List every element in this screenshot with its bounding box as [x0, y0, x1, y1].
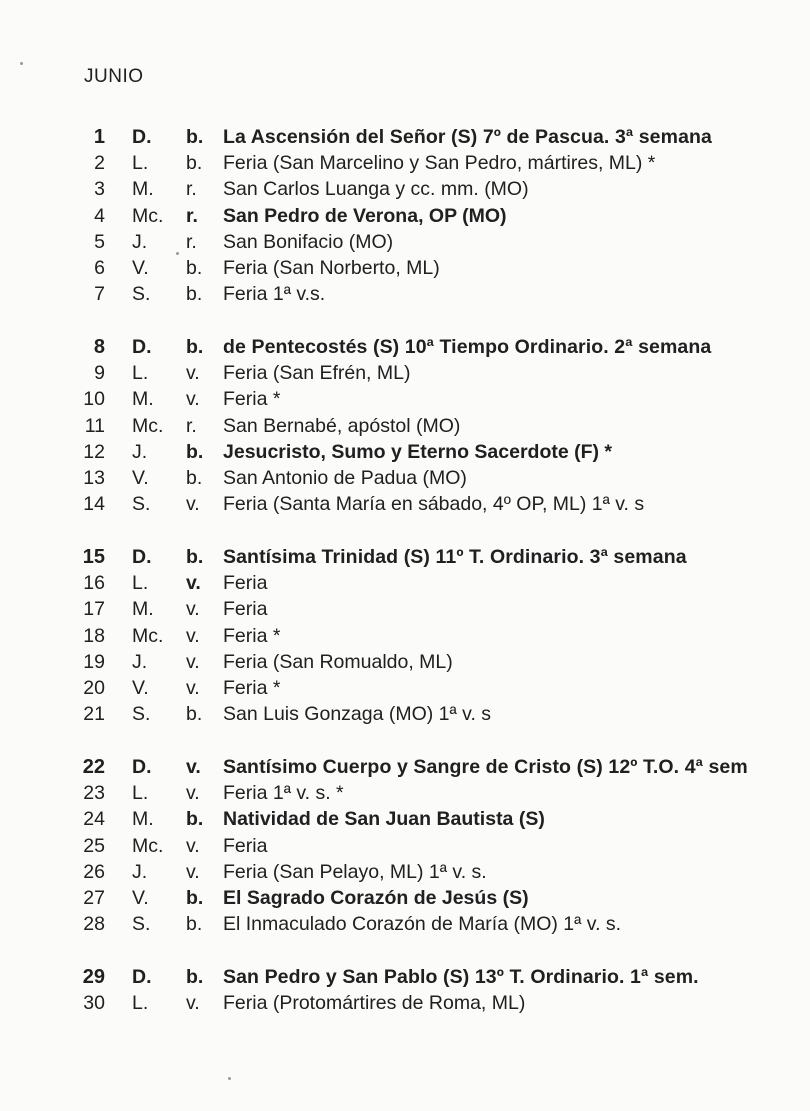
- liturgical-color: v.: [186, 992, 200, 1015]
- weekday: V.: [132, 257, 149, 279]
- liturgical-color: v.: [186, 362, 200, 385]
- liturgical-color: v.: [186, 756, 201, 778]
- celebration-text: Feria (San Marcelino y San Pedro, mártires, ML) *: [223, 152, 656, 175]
- calendar-row: [0, 754, 810, 780]
- weekday: M.: [132, 388, 154, 411]
- liturgical-color: b.: [186, 703, 203, 726]
- calendar-row: [0, 360, 810, 386]
- calendar-row: [0, 491, 810, 517]
- weekday: L.: [132, 362, 149, 385]
- day-number: 5: [94, 230, 105, 253]
- day-number: 20: [83, 677, 105, 699]
- weekday: Mc.: [132, 414, 164, 437]
- liturgical-color: b.: [186, 808, 204, 831]
- day-number: 10: [83, 388, 105, 411]
- paper-speck: [228, 1077, 231, 1080]
- celebration-text: Feria: [223, 834, 268, 857]
- celebration-text: San Antonio de Padua (MO): [223, 467, 467, 489]
- paper-speck: [176, 252, 179, 255]
- weekday: L.: [132, 152, 149, 175]
- day-number: 25: [83, 834, 105, 857]
- day-number: 18: [83, 624, 105, 647]
- weekday: J.: [132, 650, 148, 673]
- weekday: D.: [132, 756, 152, 778]
- calendar-row: [0, 780, 810, 806]
- calendar-row: [0, 833, 810, 859]
- calendar-row: [0, 255, 810, 281]
- celebration-text: Feria: [223, 598, 268, 621]
- liturgical-color: b.: [186, 966, 204, 988]
- calendar-row: [0, 439, 810, 465]
- celebration-text: San Bonifacio (MO): [223, 230, 394, 253]
- celebration-text: Santísimo Cuerpo y Sangre de Cristo (S) 12º T.O. 4ª sem: [223, 756, 748, 778]
- liturgical-color: b.: [186, 283, 203, 306]
- day-number: 12: [83, 440, 105, 463]
- weekday: V.: [132, 887, 149, 909]
- liturgical-color: b.: [186, 887, 204, 909]
- day-number: 23: [83, 782, 105, 805]
- calendar-row: [0, 675, 810, 701]
- liturgical-color: r.: [186, 414, 197, 437]
- liturgical-color: v.: [186, 388, 200, 411]
- weekday: J.: [132, 860, 148, 883]
- month-title: JUNIO: [84, 66, 144, 87]
- liturgical-color: b.: [186, 440, 204, 463]
- celebration-text: El Sagrado Corazón de Jesús (S): [223, 887, 529, 909]
- calendar-row: [0, 465, 810, 491]
- calendar-row: [0, 203, 810, 229]
- weekday: L.: [132, 782, 149, 805]
- day-number: 26: [83, 860, 105, 883]
- weekday: S.: [132, 703, 151, 726]
- liturgical-color: v.: [186, 650, 200, 673]
- day-number: 16: [83, 572, 105, 595]
- celebration-text: Feria *: [223, 624, 281, 647]
- celebration-text: San Luis Gonzaga (MO) 1ª v. s: [223, 703, 492, 726]
- celebration-text: Feria (Santa María en sábado, 4º OP, ML) 1ª v. s: [223, 493, 645, 516]
- celebration-text: Feria *: [223, 677, 281, 699]
- calendar-row: [0, 176, 810, 202]
- day-number: 19: [83, 650, 105, 673]
- day-number: 14: [83, 493, 105, 516]
- celebration-text: Jesucristo, Sumo y Eterno Sacerdote (F) *: [223, 440, 613, 463]
- weekday: Mc.: [132, 204, 164, 227]
- celebration-text: Feria 1ª v. s. *: [223, 782, 344, 805]
- weekday: V.: [132, 467, 149, 489]
- weekday: S.: [132, 283, 151, 306]
- calendar-row: [0, 386, 810, 412]
- weekday: J.: [132, 230, 148, 253]
- day-number: 4: [94, 204, 105, 227]
- calendar-row: [0, 701, 810, 727]
- celebration-text: El Inmaculado Corazón de María (MO) 1ª v. s.: [223, 913, 622, 936]
- day-number: 13: [83, 467, 105, 489]
- calendar-row: [0, 596, 810, 622]
- weekday: L.: [132, 572, 149, 595]
- calendar-row: [0, 990, 810, 1016]
- celebration-text: Feria *: [223, 388, 281, 411]
- celebration-text: Feria (Protomártires de Roma, ML): [223, 992, 526, 1015]
- calendar-row: [0, 334, 810, 360]
- day-number: 17: [83, 598, 105, 621]
- day-number: 27: [83, 887, 105, 909]
- celebration-text: Feria (San Efrén, ML): [223, 362, 411, 385]
- weekday: Mc.: [132, 834, 164, 857]
- weekday: M.: [132, 598, 154, 621]
- celebration-text: Feria 1ª v.s.: [223, 283, 326, 306]
- liturgical-color: b.: [186, 336, 204, 358]
- liturgical-color: v.: [186, 677, 200, 699]
- day-number: 30: [83, 992, 105, 1015]
- liturgical-color: b.: [186, 257, 203, 279]
- celebration-text: Feria (San Romualdo, ML): [223, 650, 453, 673]
- calendar-row: [0, 150, 810, 176]
- celebration-text: San Pedro de Verona, OP (MO): [223, 204, 507, 227]
- liturgical-color: b.: [186, 546, 204, 568]
- liturgical-color: r.: [186, 178, 197, 201]
- weekday: D.: [132, 966, 152, 988]
- calendar-row: [0, 544, 810, 570]
- day-number: 6: [94, 257, 105, 279]
- celebration-text: Natividad de San Juan Bautista (S): [223, 808, 545, 831]
- weekday: S.: [132, 913, 151, 936]
- day-number: 3: [94, 178, 105, 201]
- day-number: 8: [93, 336, 105, 358]
- day-number: 1: [93, 126, 105, 148]
- weekday: D.: [132, 126, 152, 148]
- weekday: Mc.: [132, 624, 164, 647]
- weekday: J.: [132, 440, 148, 463]
- liturgical-color: r.: [186, 204, 198, 227]
- calendar-row: [0, 911, 810, 937]
- day-number: 21: [83, 703, 105, 726]
- celebration-text: Feria: [223, 572, 268, 595]
- liturgical-color: b.: [186, 913, 203, 936]
- calendar-row: [0, 413, 810, 439]
- liturgical-color: v.: [186, 782, 200, 805]
- celebration-text: Santísima Trinidad (S) 11º T. Ordinario. 3ª semana: [223, 546, 687, 568]
- day-number: 24: [83, 808, 105, 831]
- calendar-row: [0, 281, 810, 307]
- liturgical-color: b.: [186, 152, 203, 175]
- celebration-text: La Ascensión del Señor (S) 7º de Pascua. 3ª semana: [223, 126, 712, 148]
- liturgical-color: v.: [186, 572, 201, 595]
- weekday: D.: [132, 546, 152, 568]
- liturgical-color: v.: [186, 598, 200, 621]
- liturgical-color: v.: [186, 624, 200, 647]
- liturgical-color: b.: [186, 126, 204, 148]
- celebration-text: Feria (San Pelayo, ML) 1ª v. s.: [223, 860, 487, 883]
- day-number: 9: [94, 362, 105, 385]
- liturgical-color: r.: [186, 230, 197, 253]
- calendar-row: [0, 229, 810, 255]
- celebration-text: San Pedro y San Pablo (S) 13º T. Ordinario. 1ª sem.: [223, 966, 699, 988]
- weekday: M.: [132, 178, 154, 201]
- celebration-text: San Bernabé, apóstol (MO): [223, 414, 461, 437]
- calendar-row: [0, 124, 810, 150]
- weekday: D.: [132, 336, 152, 358]
- calendar-row: [0, 885, 810, 911]
- paper-speck: [20, 62, 23, 65]
- calendar-row: [0, 649, 810, 675]
- liturgical-color: v.: [186, 493, 200, 516]
- celebration-text: San Carlos Luanga y cc. mm. (MO): [223, 178, 529, 201]
- liturgical-color: b.: [186, 467, 203, 489]
- weekday: L.: [132, 992, 149, 1015]
- calendar-row: [0, 859, 810, 885]
- day-number: 22: [82, 756, 105, 778]
- calendar-row: [0, 964, 810, 990]
- day-number: 11: [84, 414, 105, 437]
- weekday: V.: [132, 677, 149, 699]
- liturgical-color: v.: [186, 834, 200, 857]
- weekday: M.: [132, 808, 154, 831]
- day-number: 28: [83, 913, 105, 936]
- calendar-row: [0, 623, 810, 649]
- calendar-row: [0, 570, 810, 596]
- calendar-row: [0, 806, 810, 832]
- day-number: 29: [82, 966, 105, 988]
- day-number: 15: [82, 546, 105, 568]
- liturgical-color: v.: [186, 860, 200, 883]
- day-number: 2: [94, 152, 105, 175]
- celebration-text: Feria (San Norberto, ML): [223, 257, 440, 279]
- day-number: 7: [94, 283, 105, 306]
- celebration-text: de Pentecostés (S) 10ª Tiempo Ordinario. 2ª semana: [223, 336, 712, 358]
- weekday: S.: [132, 493, 151, 516]
